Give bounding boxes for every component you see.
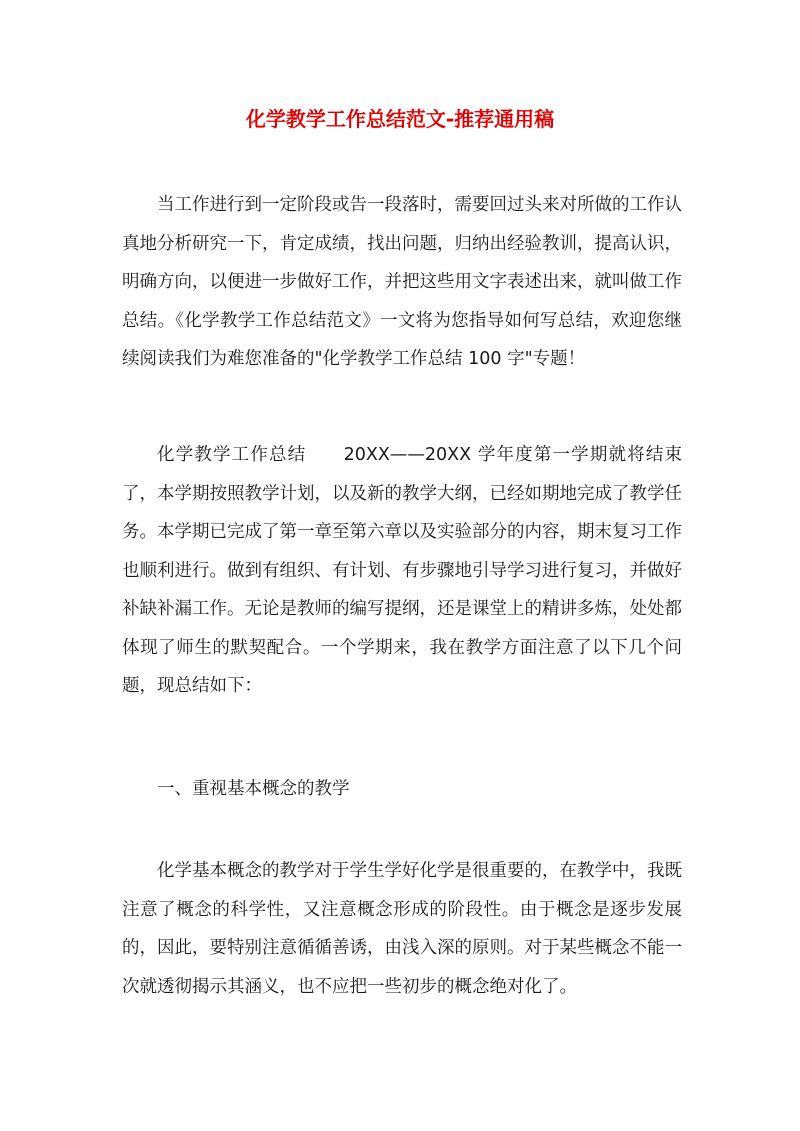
summary-paragraph: 化学教学工作总结 20XX——20XX 学年度第一学期就将结束了，本学期按照教学计划，以及新的教学大纲，已经如期地完成了教学任务。本学期已完成了第一章至第六章以及实验部分的内容，期末复习工作也顺利进行。做到有组织、有计划、有步骤地引导学习进行复习，并做好补缺补漏工作。无论是教师的编写提纲，还是课堂上的精讲多炼，处处都体现了师生的默契配合。一个学期来，我在教学方面注意了以下几个问题，现总结如下： bbox=[122, 445, 682, 696]
document-title: 化学教学工作总结范文-推荐通用稿 bbox=[245, 107, 555, 131]
section-heading: 一、重视基本概念的教学 bbox=[157, 779, 350, 799]
intro-paragraph: 当工作进行到一定阶段或告一段落时，需要回过头来对所做的工作认真地分析研究一下，肯定成绩，找出问题，归纳出经验教训，提高认识，明确方向，以便进一步做好工作，并把这些用文字表述出来，就叫做工作总结。《化学教学工作总结范文》一文将为您指导如何写总结，欢迎您继续阅读我们为难您准备的"化学教学工作总结 100 字"专题！ bbox=[122, 195, 682, 369]
section-paragraph: 化学基本概念的教学对于学生学好化学是很重要的，在教学中，我既注意了概念的科学性，又注意概念形成的阶段性。由于概念是逐步发展的，因此，要特别注意循循善诱，由浅入深的原则。对于某些概念不能一次就透彻揭示其涵义，也不应把一些初步的概念绝对化了。 bbox=[122, 861, 682, 997]
